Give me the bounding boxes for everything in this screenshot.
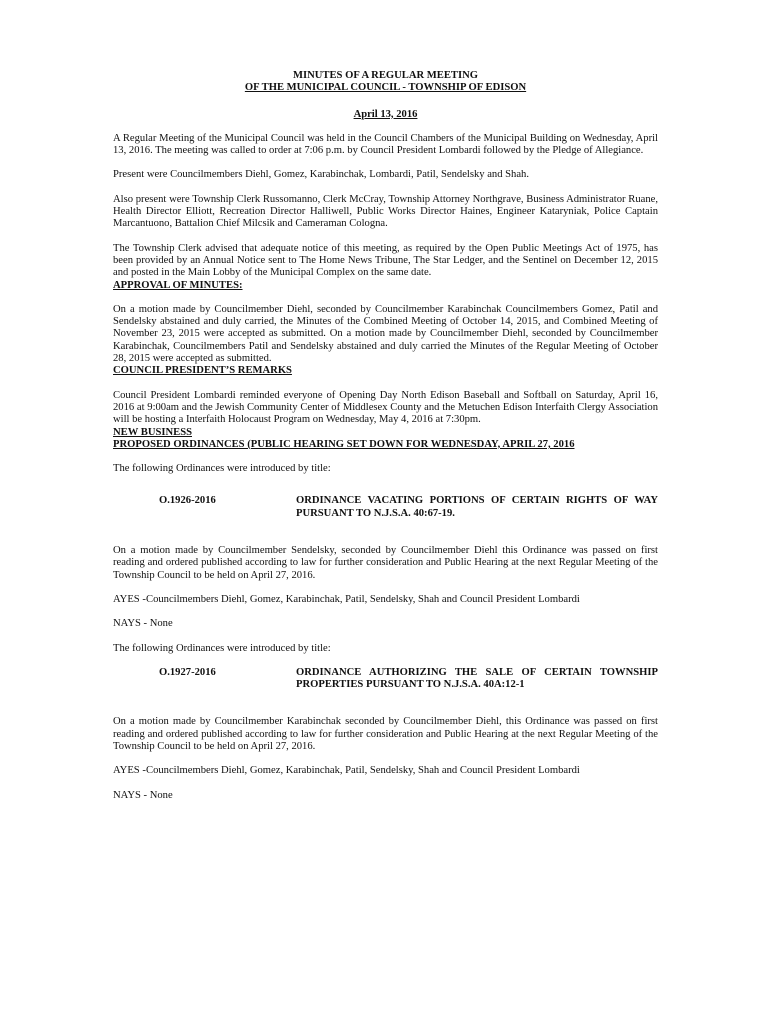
approval-paragraph: On a motion made by Councilmember Diehl, seconded by Councilmember Karabinchak Councilmembers Gomez, Patil and Sendelsky abstained and duly carried, the Minutes of the Combined Meeting of October 14, 2015, and Combined Meeting of November 23, 2015 were accepted as submitted. On a motion made by Councilmember Diehl, seconded by Councilmember Karabinchak, Councilmembers Patil and Sendelsky abstained and duly carried the Minutes of the Regular Meeting of October 28, 2015 were accepted as submitted. xyxy=(113,303,658,365)
intro-paragraph-present: Present were Councilmembers Diehl, Gomez, Karabinchak, Lombardi, Patil, Sendelsky and Shah. xyxy=(113,169,529,181)
ayes-vote xyxy=(113,765,658,777)
ayes-members: Councilmembers Diehl, Gomez, Karabinchak, Patil, Sendelsky, Shah and Council President Lombardi xyxy=(146,765,580,777)
intro-paragraph-also-present: Also present were Township Clerk Russomanno, Clerk McCray, Township Attorney Northgrave, Business Administrator Ruane, Health Director Elliott, Recreation Director Halliwell, Public Works Director Haines, Engineer Kataryniak, Police Captain Marcantuono, Battalion Chief Milcsik and Cameraman Cologna. xyxy=(113,193,658,230)
proposed-ordinances-heading: PROPOSED ORDINANCES (PUBLIC HEARING SET DOWN FOR WEDNESDAY, APRIL 27, 2016 xyxy=(113,438,575,450)
ordinance-intro: The following Ordinances were introduced by title: xyxy=(113,642,331,654)
document-title: MINUTES OF A REGULAR MEETING xyxy=(292,70,479,81)
ordinance-title: ORDINANCE AUTHORIZING THE SALE OF CERTAIN TOWNSHIP PROPERTIES PURSUANT TO N.J.S.A. 40A:12-1 xyxy=(296,666,658,691)
intro-paragraph-notice: The Township Clerk advised that adequate notice of this meeting, as required by the Open Public Meetings Act of 1975, has been provided by an Annual Notice sent to The Home News Tribune, The Star Ledger, and the Sentinel on December 12, 2015 and posted in the Main Lobby of the Municipal Complex on the same date. xyxy=(113,242,658,279)
ordinance-motion: On a motion made by Councilmember Karabinchak seconded by Councilmember Diehl, this Ordinance was passed on first reading and ordered published according to law for further consideration and Public Hearing at the next Regular Meeting of the Township Council to be held on April 27, 2016. xyxy=(113,716,658,752)
ordinance-title: ORDINANCE VACATING PORTIONS OF CERTAIN RIGHTS OF WAY PURSUANT TO N.J.S.A. 40:67-19. xyxy=(296,495,658,519)
ayes-vote xyxy=(113,594,658,606)
nays-vote: NAYS - None xyxy=(113,789,173,801)
document-subtitle: OF THE MUNICIPAL COUNCIL - TOWNSHIP OF EDISON xyxy=(244,82,527,94)
minutes-document xyxy=(113,70,658,802)
intro-paragraph-call-to-order: A Regular Meeting of the Municipal Council was held in the Council Chambers of the Municipal Building on Wednesday, April 13, 2016. The meeting was called to order at 7:06 p.m. by Council President Lombardi followed by the Pledge of Allegiance. xyxy=(113,132,658,157)
new-business-heading: NEW BUSINESS xyxy=(113,426,192,438)
ordinance-intro: The following Ordinances were introduced by title: xyxy=(113,463,331,475)
ordinance-motion: On a motion made by Councilmember Sendelsky, seconded by Councilmember Diehl this Ordinance was passed on first reading and ordered published according to law for further consideration and Public Hearing at the next Regular Meeting of the Township Council to be held on April 27, 2016. xyxy=(113,545,658,581)
nays-vote: NAYS - None xyxy=(113,618,173,630)
ordinance-number: O.1927-2016 xyxy=(159,666,216,678)
ayes-label: AYES - xyxy=(113,765,146,777)
meeting-date: April 13, 2016 xyxy=(353,108,418,120)
remarks-paragraph: Council President Lombardi reminded everyone of Opening Day North Edison Baseball and Softball on Saturday, April 16, 2016 at 9:00am and the Jewish Community Center of Middlesex County and the Metuchen Edison Interfaith Clergy Association will be hosting a Interfaith Holocaust Program on Wednesday, May 4, 2016 at 7:30pm. xyxy=(113,389,658,426)
ayes-label: AYES - xyxy=(113,593,146,605)
remarks-heading: COUNCIL PRESIDENT’S REMARKS xyxy=(113,365,292,377)
ordinance-number: O.1926-2016 xyxy=(159,495,216,507)
ordinance-entry xyxy=(113,495,658,520)
approval-heading: APPROVAL OF MINUTES: xyxy=(113,279,243,291)
ayes-members: Councilmembers Diehl, Gomez, Karabinchak, Patil, Sendelsky, Shah and Council President Lombardi xyxy=(146,593,580,605)
ordinance-entry xyxy=(113,667,658,692)
